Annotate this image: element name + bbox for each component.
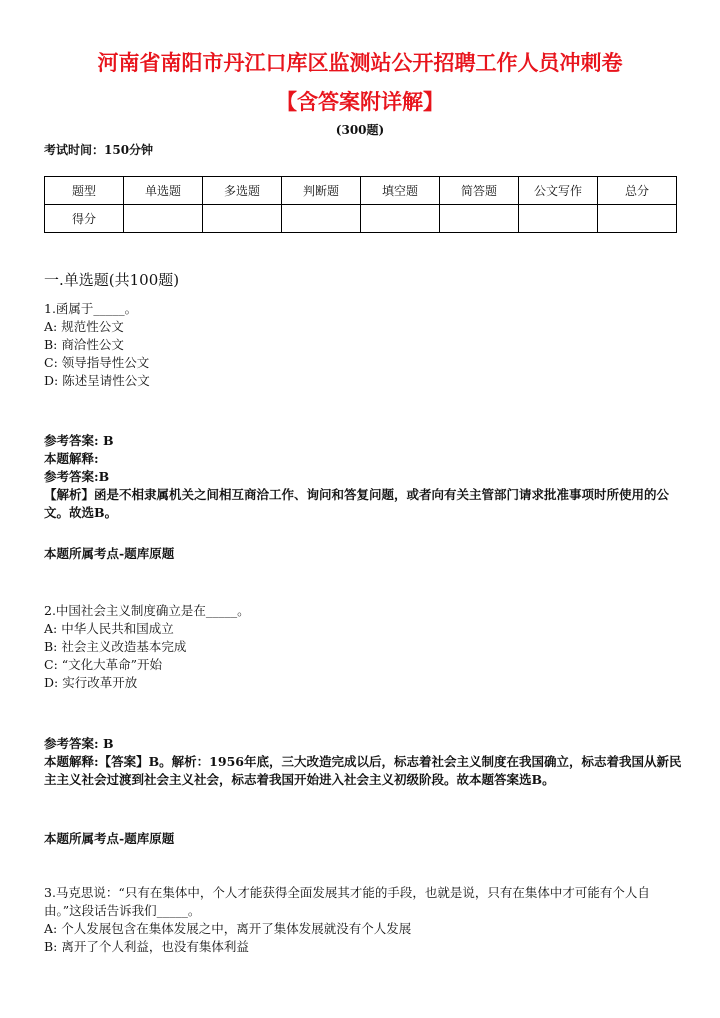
explanation-label: 本题解释: <box>44 451 99 466</box>
score-cell <box>598 205 677 233</box>
score-table <box>44 176 677 233</box>
table-header-cell: 题型 <box>45 177 124 205</box>
score-cell <box>519 205 598 233</box>
table-header-cell: 公文写作 <box>519 177 598 205</box>
reference-answer: 参考答案: B <box>44 736 114 751</box>
exam-time: 考试时间：150分钟 <box>44 143 154 157</box>
score-row-label: 得分 <box>45 205 124 233</box>
table-header-cell: 总分 <box>598 177 677 205</box>
score-cell <box>282 205 361 233</box>
reference-answer: 参考答案: B <box>44 433 114 448</box>
knowledge-point-1: 本题所属考点-题库原题 <box>44 546 175 561</box>
document-title: 河南省南阳市丹江口库区监测站公开招聘工作人员冲刺卷 <box>97 50 623 75</box>
score-cell <box>203 205 282 233</box>
score-cell <box>124 205 203 233</box>
table-header-cell: 多选题 <box>203 177 282 205</box>
score-cell <box>440 205 519 233</box>
question-1 <box>44 300 684 390</box>
question-2 <box>44 602 684 692</box>
answer-1 <box>44 432 684 522</box>
explanation-text: 【解析】函是不相隶属机关之间相互商洽工作、询问和答复问题，或者向有关主管部门请求批准事项时所使用的公文。故选B。 <box>44 487 670 520</box>
knowledge-point-2: 本题所属考点-题库原题 <box>44 831 175 846</box>
score-table-score-row <box>45 205 677 233</box>
score-cell <box>361 205 440 233</box>
answer-2 <box>44 735 684 789</box>
option-a: A: 个人发展包含在集体发展之中，离开了集体发展就没有个人发展 <box>44 921 412 936</box>
document-subtitle: 【含答案附详解】 <box>276 89 444 114</box>
question-3 <box>44 884 684 956</box>
option-b: B: 商洽性公文 <box>44 337 124 352</box>
table-header-cell: 简答题 <box>440 177 519 205</box>
option-d: D: 陈述呈请性公文 <box>44 373 150 388</box>
table-header-cell: 判断题 <box>282 177 361 205</box>
reference-answer-2: 参考答案:B <box>44 469 110 484</box>
question-stem: 2.中国社会主义制度确立是在_____。 <box>44 603 250 618</box>
option-a: A: 中华人民共和国成立 <box>44 621 174 636</box>
section-title: 一.单选题(共100题) <box>44 271 180 289</box>
table-header-cell: 单选题 <box>124 177 203 205</box>
score-table-header-row <box>45 177 677 205</box>
question-stem: 1.函属于_____。 <box>44 301 138 316</box>
explanation-text: 本题解释:【答案】B。解析：1956年底，三大改造完成以后，标志着社会主义制度在我国确立，标志着我国从新民主主义社会过渡到社会主义社会，标志着我国开始进入社会主义初级阶段。故本题答案选B。 <box>44 754 682 787</box>
option-d: D: 实行改革开放 <box>44 675 138 690</box>
table-header-cell: 填空题 <box>361 177 440 205</box>
option-a: A: 规范性公文 <box>44 319 124 334</box>
question-count: (300题) <box>335 123 385 137</box>
option-c: C: 领导指导性公文 <box>44 355 150 370</box>
question-stem: 3.马克思说：“只有在集体中，个人才能获得全面发展其才能的手段，也就是说，只有在集体中才可能有个人自由。”这段话告诉我们_____。 <box>44 885 650 918</box>
option-c: C: “文化大革命”开始 <box>44 657 163 672</box>
option-b: B: 社会主义改造基本完成 <box>44 639 187 654</box>
option-b: B: 离开了个人利益，也没有集体利益 <box>44 939 249 954</box>
